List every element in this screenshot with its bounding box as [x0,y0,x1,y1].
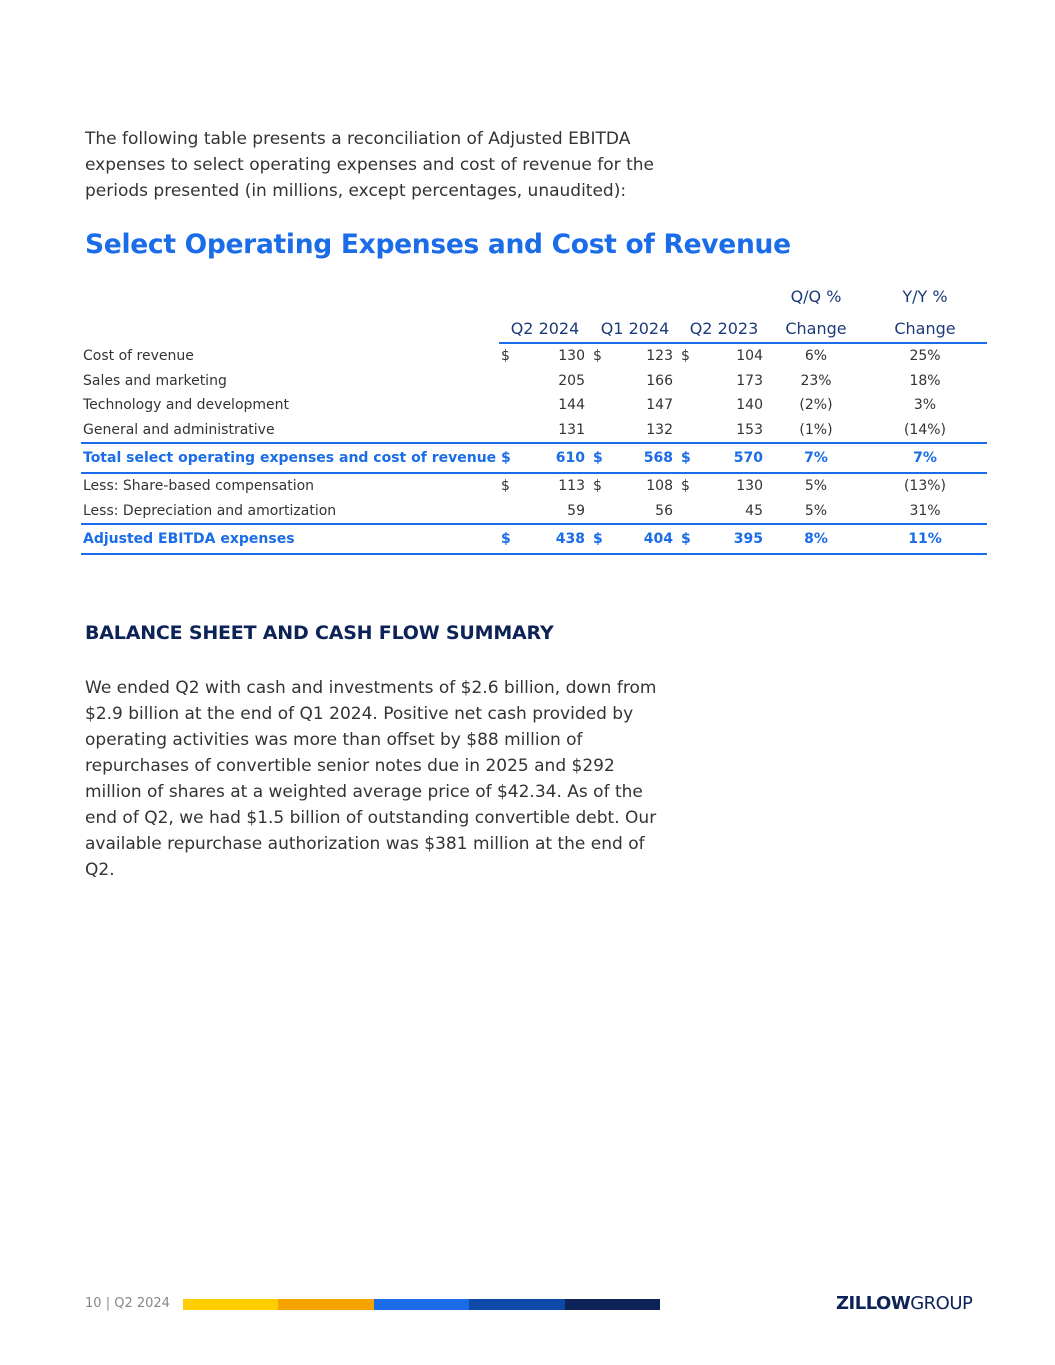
qq-change: 8% [769,524,863,554]
value-q1-2024: 166 [646,372,673,389]
value-q2-2023: 570 [703,443,769,473]
section-title: Select Operating Expenses and Cost of Revenue [85,229,791,260]
qq-header-top: Q/Q % [790,287,842,306]
value-q2-2024: 144 [558,397,585,414]
color-segment [565,1299,660,1310]
yy-change: 3% [913,397,937,414]
zillow-group-logo [836,1293,972,1314]
qq-change: 5% [804,478,828,495]
yy-change: 25% [909,348,941,365]
balance-sheet-title: BALANCE SHEET AND CASH FLOW SUMMARY [85,622,554,644]
dollar-sign: $ [679,443,703,473]
dollar-sign [499,369,525,394]
dollar-sign: $ [501,348,510,365]
dollar-sign: $ [499,524,525,554]
qq-change: 23% [800,372,832,389]
header-q2-2023: Q2 2023 [679,306,769,343]
value-q1-2024: 108 [646,478,673,495]
dollar-sign [499,418,525,444]
yy-header-top: Y/Y % [902,287,948,306]
value-q1-2024: 56 [655,502,673,519]
value-q2-2024: 113 [558,478,585,495]
yy-change: 11% [863,524,987,554]
value-q2-2023: 130 [736,478,763,495]
dollar-sign: $ [591,443,615,473]
value-q2-2024: 205 [558,372,585,389]
dollar-sign: $ [499,443,525,473]
dollar-sign: $ [591,524,615,554]
row-label: General and administrative [83,421,275,438]
qq-change: 7% [769,443,863,473]
value-q2-2024: 130 [558,348,585,365]
page-number: 10 [85,1296,102,1311]
footer-color-bar [183,1299,660,1310]
value-q1-2024: 132 [646,421,673,438]
table-row [81,473,987,499]
value-q2-2024: 610 [525,443,591,473]
qq-change: 5% [804,502,828,519]
qq-change: (1%) [799,421,833,438]
row-label: Less: Depreciation and amortization [83,502,337,519]
value-q2-2023: 173 [736,372,763,389]
dollar-sign [679,418,703,444]
color-segment [278,1299,373,1310]
dollar-sign: $ [681,478,690,495]
value-q1-2024: 404 [615,524,679,554]
yy-change: 31% [909,502,941,519]
color-segment [374,1299,469,1310]
row-label: Less: Share-based compensation [83,478,315,495]
dollar-sign [591,393,615,418]
yy-change: 7% [863,443,987,473]
footer-period: Q2 2024 [114,1296,170,1311]
dollar-sign [591,499,615,525]
table-row [81,369,987,394]
intro-paragraph: The following table presents a reconciliation of Adjusted EBITDA expenses to select operating expenses and cost of revenue for the periods presented (in millions, except percentages, unaudited): [85,129,654,201]
dollar-sign [679,393,703,418]
dollar-sign: $ [501,478,510,495]
value-q2-2023: 153 [736,421,763,438]
logo-zillow: ZILLOW [836,1293,911,1314]
header-q1-2024: Q1 2024 [591,306,679,343]
value-q2-2024: 131 [558,421,585,438]
logo-group: GROUP [910,1293,973,1314]
dollar-sign: $ [679,524,703,554]
value-q2-2023: 45 [745,502,763,519]
header-q2-2024: Q2 2024 [499,306,591,343]
value-q1-2024: 123 [646,348,673,365]
value-q1-2024: 568 [615,443,679,473]
dollar-sign [591,369,615,394]
table-row [81,393,987,418]
row-label: Sales and marketing [83,372,227,389]
adjusted-ebitda-row [81,524,987,554]
table-row [81,418,987,444]
row-label: Technology and development [83,397,290,414]
value-q2-2024: 438 [525,524,591,554]
opex-table [81,276,987,555]
yy-change: (13%) [903,478,947,495]
color-segment [183,1299,278,1310]
yy-change: (14%) [903,421,947,438]
row-label: Total select operating expenses and cost of revenue [81,443,499,473]
value-q2-2023: 104 [736,348,763,365]
qq-change: (2%) [799,397,833,414]
total-row [81,443,987,473]
yy-header-bottom: Change [863,306,987,343]
footer-page-label [85,1296,170,1311]
dollar-sign: $ [593,348,602,365]
table-row [81,499,987,525]
qq-change: 6% [804,348,828,365]
table-row [81,343,987,369]
dollar-sign: $ [593,478,602,495]
dollar-sign [679,369,703,394]
row-label: Cost of revenue [83,347,194,364]
color-segment [469,1299,564,1310]
footer-separator: | [105,1296,111,1311]
balance-sheet-body: We ended Q2 with cash and investments of $2.6 billion, down from $2.9 billion at the end of Q1 2024. Positive net cash provided by operating activities was more than offset by $88 million of repurchases of convertible senior notes due in 2025 and $292 million of shares at a weighted average price of $42.34. As of the end of Q2, we had $1.5 billion of outstanding convertible debt. Our available repurchase authorization was $381 million at the end of Q2. [85,678,657,880]
dollar-sign [499,393,525,418]
value-q2-2023: 140 [736,397,763,414]
value-q2-2023: 395 [703,524,769,554]
yy-change: 18% [909,372,941,389]
dollar-sign [679,499,703,525]
qq-header-bottom: Change [769,306,863,343]
value-q1-2024: 147 [646,397,673,414]
dollar-sign: $ [681,348,690,365]
dollar-sign [499,499,525,525]
value-q2-2024: 59 [567,502,585,519]
row-label: Adjusted EBITDA expenses [81,524,499,554]
dollar-sign [591,418,615,444]
